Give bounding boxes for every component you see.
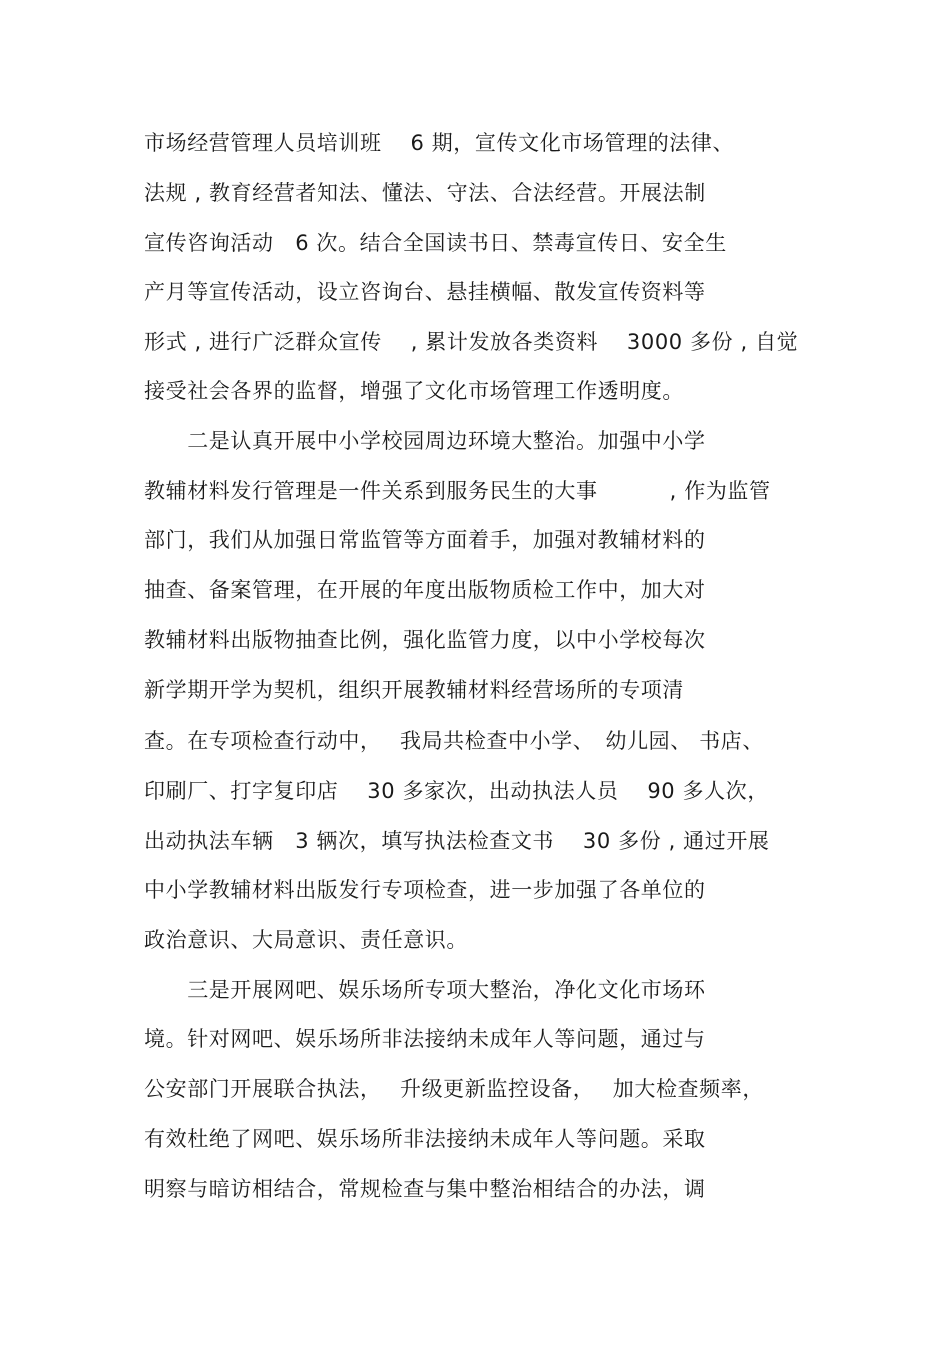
paragraph-start-line: 三是开展网吧、娱乐场所专项大整治，净化文化市场环 <box>144 978 706 1002</box>
text-line: 宣传咨询活动 6 次。结合全国读书日、禁毒宣传日、安全生 <box>144 231 727 255</box>
text-line: 市场经营管理人员培训班 6 期，宣传文化市场管理的法律、 <box>144 131 735 155</box>
text-line: 教辅材料发行管理是一件关系到服务民生的大事 , 作为监管 <box>144 479 771 503</box>
text-line: 教辅材料出版物抽查比例，强化监管力度，以中小学校每次 <box>144 628 706 652</box>
text-line: 部门，我们从加强日常监管等方面着手，加强对教辅材料的 <box>144 528 706 552</box>
text-line: 境。针对网吧、娱乐场所非法接纳未成年人等问题，通过与 <box>144 1027 706 1051</box>
text-line: 产月等宣传活动，设立咨询台、悬挂横幅、散发宣传资料等 <box>144 280 706 304</box>
text-line: 出动执法车辆 3 辆次，填写执法检查文书 30 多份 , 通过开展 <box>144 829 770 853</box>
text-line: 抽查、备案管理，在开展的年度出版物质检工作中，加大对 <box>144 578 706 602</box>
text-line: 中小学教辅材料出版发行专项检查，进一步加强了各单位的 <box>144 878 706 902</box>
text-line: 印刷厂、打字复印店 30 多家次，出动执法人员 90 多人次， <box>144 779 769 803</box>
text-line: 公安部门开展联合执法， 升级更新监控设备， 加大检查频率， <box>144 1077 764 1101</box>
text-line: 查。在专项检查行动中， 我局共检查中小学、 幼儿园、 书店、 <box>144 729 764 753</box>
text-line: 政治意识、大局意识、责任意识。 <box>144 928 468 952</box>
text-line: 有效杜绝了网吧、娱乐场所非法接纳未成年人等问题。采取 <box>144 1127 706 1151</box>
text-line: 明察与暗访相结合，常规检查与集中整治相结合的办法，调 <box>144 1177 706 1201</box>
text-line: 接受社会各界的监督，增强了文化市场管理工作透明度。 <box>144 379 684 403</box>
text-line: 法规 , 教育经营者知法、懂法、守法、合法经营。开展法制 <box>144 181 706 205</box>
paragraph-start-line: 二是认真开展中小学校园周边环境大整治。加强中小学 <box>144 429 706 453</box>
text-line: 形式 , 进行广泛群众宣传 , 累计发放各类资料 3000 多份 , 自觉 <box>144 330 799 354</box>
text-line: 新学期开学为契机，组织开展教辅材料经营场所的专项清 <box>144 678 684 702</box>
